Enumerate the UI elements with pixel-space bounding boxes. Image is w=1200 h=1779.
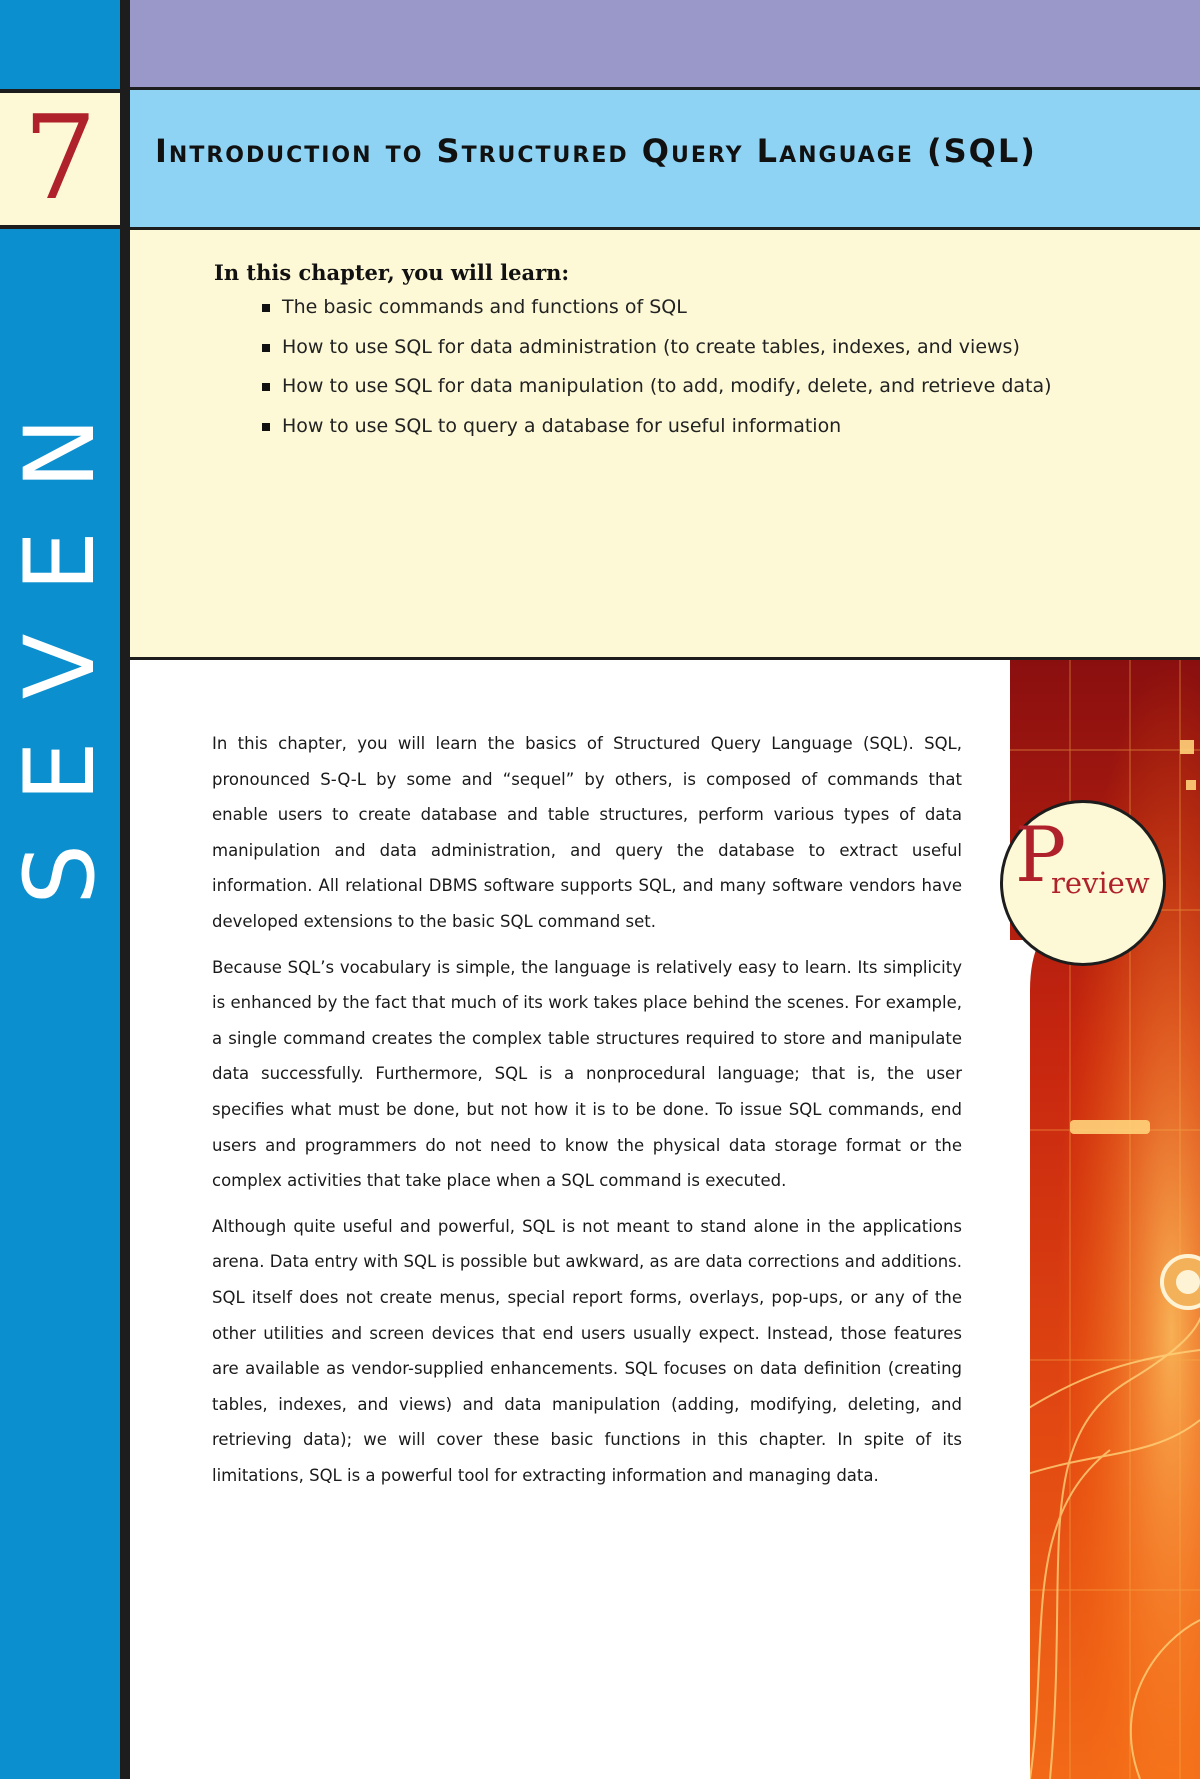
chapter-sidebar (0, 0, 120, 1779)
chapter-number: 7 (23, 91, 97, 226)
square-bullet-icon (262, 423, 270, 431)
objective-item: How to use SQL to query a database for useful information (262, 415, 1052, 455)
preview-badge (1000, 800, 1166, 966)
header-band (130, 0, 1200, 90)
objectives-heading: In this chapter, you will learn: (214, 260, 570, 285)
body-paragraph: Because SQL’s vocabulary is simple, the language is relatively easy to learn. Its simplicity is enhanced by the fact that much of its work takes place behind the scenes. For example, a single command creates the complex table structures required to store and manipulate data successfully. Furthermore, SQL is a nonprocedural language; that is, the user specifies what must be done, but not how it is to be done. To issue SQL commands, end users and programmers do not need to know the physical data storage format or the complex activities that take place when a SQL command is executed. (212, 957, 962, 1191)
chapter-word: SEVEN (4, 375, 116, 905)
body-paragraph: In this chapter, you will learn the basics of Structured Query Language (SQL). SQL, pronounced S-Q-L by some and “sequel” by others, is composed of commands that enable users to create database and table structures, perform various types of data manipulation and data administration, and query the database to extract useful information. All relational DBMS software supports SQL, and many software vendors have developed extensions to the basic SQL command set. (212, 734, 962, 931)
body-paragraph: Although quite useful and powerful, SQL is not meant to stand alone in the applications arena. Data entry with SQL is possible but awkward, as are data corrections and additions. SQL itself does not create menus, special report forms, overlays, pop-ups, or any of the other utilities and screen devices that end users usually expect. Instead, those features are available as vendor-supplied enhancements. SQL focuses on data definition (creating tables, indexes, and views) and data manipulation (adding, modifying, deleting, and retrieving data); we will cover these basic functions in this chapter. In spite of its limitations, SQL is a powerful tool for extracting information and managing data. (212, 1216, 962, 1485)
preview-initial: P (1015, 810, 1067, 899)
objective-item: The basic commands and functions of SQL (262, 296, 1052, 336)
preview-label: review (1051, 866, 1150, 900)
objectives-list (262, 296, 1052, 454)
square-bullet-icon (262, 383, 270, 391)
square-bullet-icon (262, 304, 270, 312)
preview-body (212, 726, 962, 1503)
learning-objectives (130, 230, 1200, 660)
title-band (130, 90, 1200, 230)
chapter-number-box (0, 89, 120, 229)
sidebar-divider (120, 0, 130, 1779)
chapter-title: Introduction to Structured Query Language (SQL) (155, 132, 1037, 170)
square-bullet-icon (262, 344, 270, 352)
objective-item: How to use SQL for data administration (to create tables, indexes, and views) (262, 336, 1052, 376)
objective-item: How to use SQL for data manipulation (to add, modify, delete, and retrieve data) (262, 375, 1052, 415)
